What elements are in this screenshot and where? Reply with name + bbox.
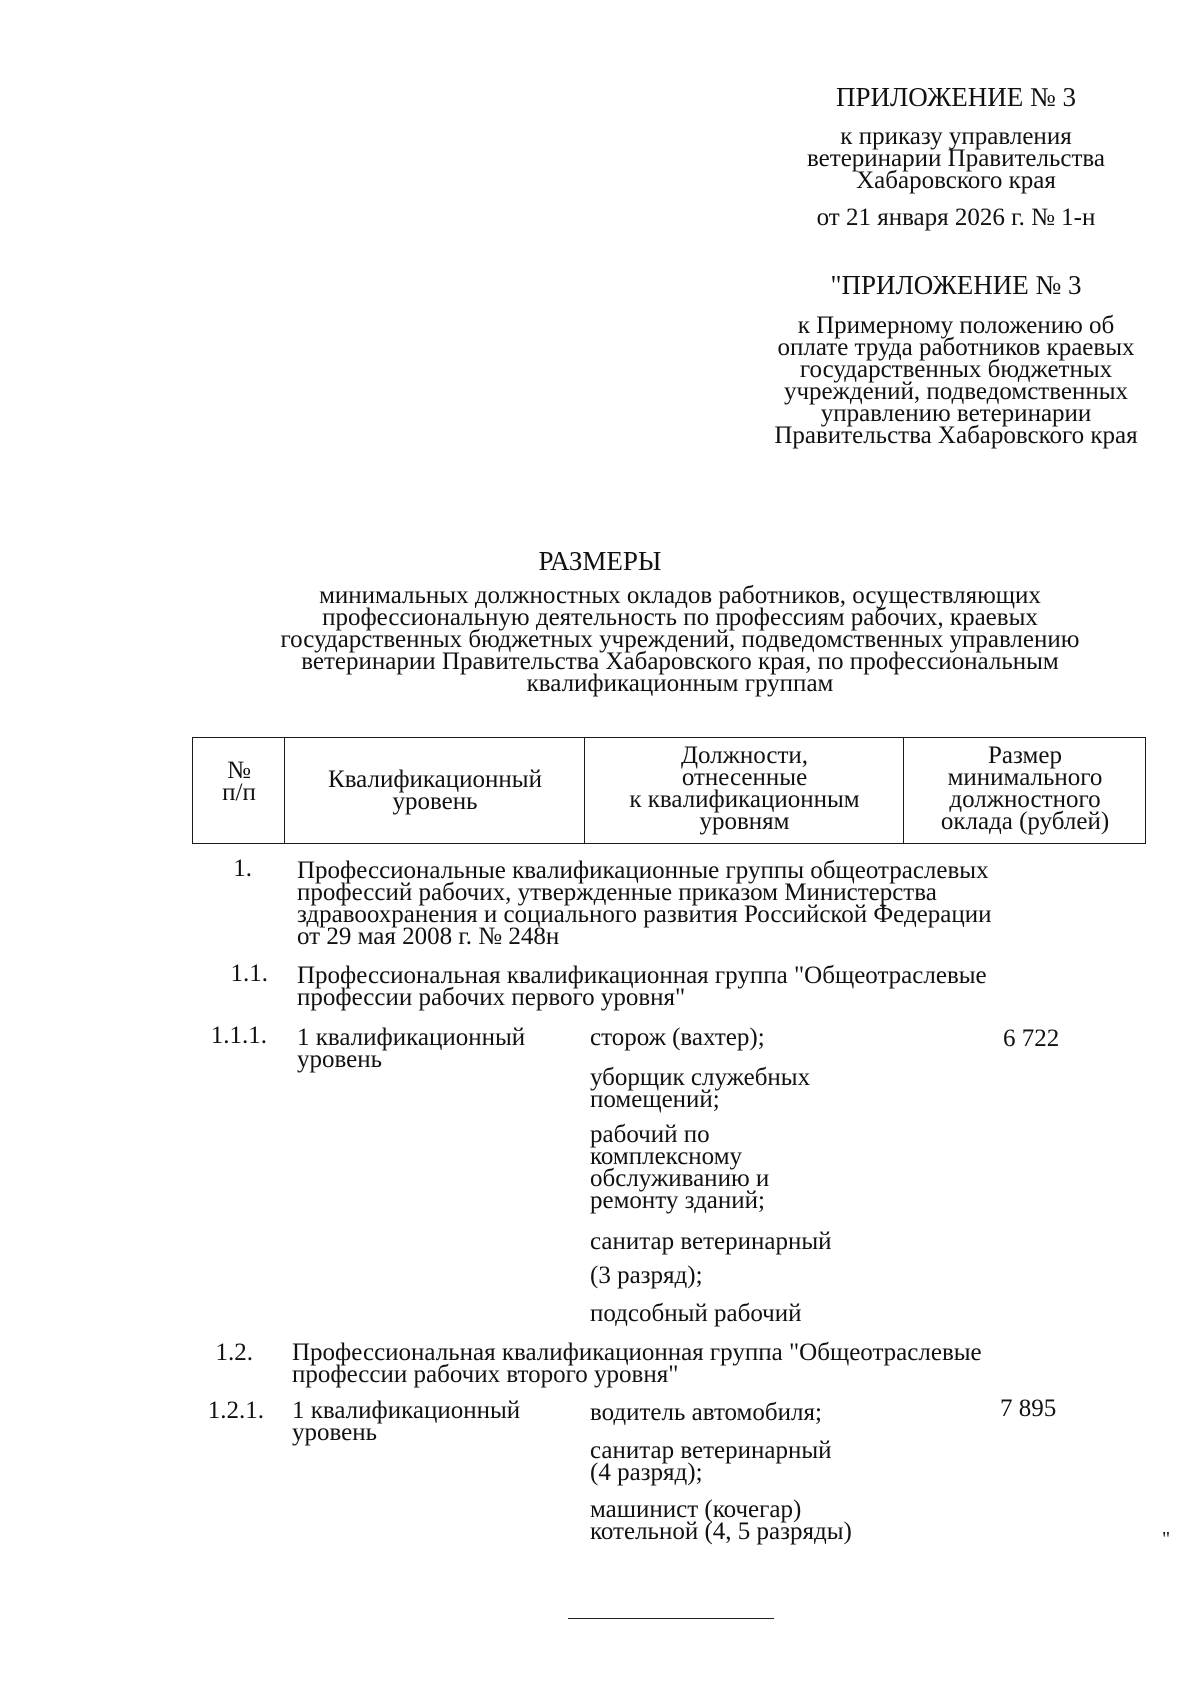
qualification-level: 1 квалификационный уровень bbox=[297, 1024, 526, 1073]
document-title: РАЗМЕРЫ bbox=[538, 546, 662, 576]
position-item: рабочий по комплексному обслуживанию и ремонту зданий; bbox=[590, 1121, 770, 1214]
appendix-heading-2: "ПРИЛОЖЕНИЕ № 3 bbox=[830, 270, 1082, 300]
column-header-salary: Размер минимального должностного оклада (рублей) bbox=[940, 742, 1110, 835]
position-item: санитар ветеринарный (4 разряд); bbox=[590, 1437, 832, 1486]
group-heading: Профессиональная квалификационная группа "Общеотраслевые профессии рабочих первого уровня" bbox=[297, 962, 987, 1011]
position-item: подсобный рабочий bbox=[590, 1300, 802, 1327]
position-item: уборщик служебных помещений; bbox=[590, 1064, 811, 1113]
salary-value: 7 895 bbox=[1000, 1395, 1057, 1422]
position-item: сторож (вахтер); bbox=[590, 1024, 765, 1051]
order-date: от 21 января 2026 г. № 1-н bbox=[816, 204, 1096, 231]
column-header-positions: Должности, отнесенные к квалификационным уровням bbox=[629, 742, 860, 835]
regulation-reference: к Примерному положению об оплате труда работников краевых государственных бюджетных учреждений, подведомственных управлению ветеринарии Правительства Хабаровского края bbox=[774, 312, 1138, 449]
footer-rule bbox=[568, 1618, 774, 1619]
row-number: 1.2.1. bbox=[207, 1397, 264, 1424]
table-divider bbox=[903, 737, 904, 844]
row-number: 1. bbox=[233, 855, 252, 882]
position-item: водитель автомобиля; bbox=[590, 1399, 822, 1426]
qualification-level: 1 квалификационный уровень bbox=[292, 1397, 521, 1446]
table-divider bbox=[584, 737, 585, 844]
closing-quote: " bbox=[1162, 1528, 1171, 1550]
row-number: 1.1.1. bbox=[210, 1022, 267, 1049]
salary-value: 6 722 bbox=[1003, 1025, 1060, 1052]
group-heading: Профессиональные квалификационные группы общеотраслевых профессий рабочих, утвержденные приказом Министерства здравоохранения и социального развития Российской Федерации от 29 мая 2008 г. № 248н bbox=[297, 857, 992, 950]
table-divider bbox=[284, 737, 285, 844]
position-item: санитар ветеринарный bbox=[590, 1228, 832, 1255]
position-item: (3 разряд); bbox=[590, 1262, 703, 1289]
column-header-number: № п/п bbox=[222, 757, 256, 806]
group-heading: Профессиональная квалификационная группа "Общеотраслевые профессии рабочих второго уровня" bbox=[292, 1339, 982, 1388]
row-number: 1.2. bbox=[215, 1339, 253, 1366]
column-header-level: Квалификационный уровень bbox=[328, 766, 542, 815]
row-number: 1.1. bbox=[230, 960, 268, 987]
document-subtitle: минимальных должностных окладов работников, осуществляющих профессиональную деятельность по профессиям рабочих, краевых государственных бюджетных учреждений, подведомственных управлению ветеринарии Правительства Хабаровского края, по профессиональным квалификационным группам bbox=[280, 582, 1080, 697]
appendix-heading: ПРИЛОЖЕНИЕ № 3 bbox=[835, 82, 1077, 112]
position-item: машинист (кочегар) котельной (4, 5 разряды) bbox=[590, 1496, 852, 1545]
order-reference: к приказу управления ветеринарии Правительства Хабаровского края bbox=[807, 123, 1105, 194]
